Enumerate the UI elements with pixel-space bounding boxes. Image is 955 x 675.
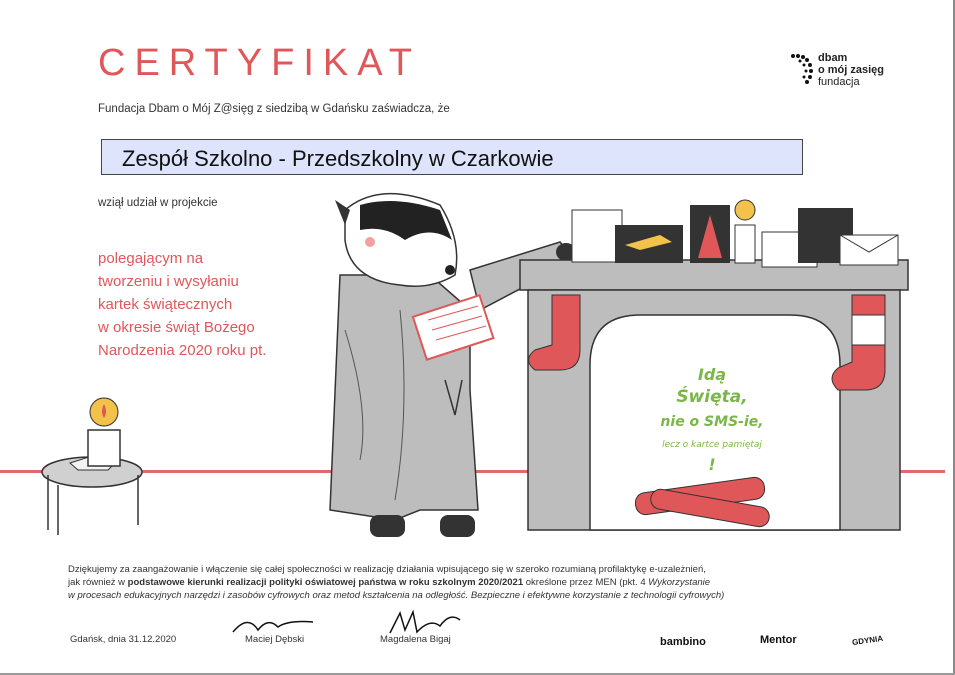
- logo-line3: fundacja: [818, 76, 860, 88]
- thanks-line2-italic: Wykorzystanie: [648, 577, 711, 588]
- thanks-line3: [68, 589, 868, 602]
- certificate-title: CERTYFIKAT: [98, 42, 421, 84]
- partner-logo-gdynia: [852, 634, 884, 647]
- signer2-name: Magdalena Bigaj: [380, 634, 451, 645]
- candle-table-illustration: [42, 398, 142, 535]
- description-line: w okresie świąt Bożego: [98, 319, 255, 336]
- slogan-line3: nie o SMS-ie,: [660, 414, 764, 430]
- partner-gdynia-label: GDYNIA: [851, 633, 884, 648]
- partner-logo-bambino: [660, 636, 706, 648]
- recipient-name-box: [101, 139, 803, 175]
- partner-mentor-label: Mentor: [760, 634, 797, 646]
- logo-mark-icon: [788, 52, 816, 88]
- logo-line1: dbam: [818, 52, 848, 64]
- recipient-name: Zespół Szkolno - Przedszkolny w Czarkowie: [122, 146, 554, 171]
- description-line: tworzeniu i wysyłaniu: [98, 273, 239, 290]
- thanks-line2: [68, 576, 868, 589]
- thanks-line2-suffix: określone przez MEN (pkt. 4: [523, 577, 649, 588]
- thanks-line2-prefix: jak również w: [68, 577, 128, 588]
- slogan-line5: !: [708, 455, 716, 474]
- partner-bambino-label: bambino: [660, 636, 706, 648]
- thanks-line2-bold: podstawowe kierunki realizacji polityki oświatowej państwa w roku szkolnym 2020/2021: [127, 577, 524, 588]
- slogan-line2: Święta,: [676, 387, 748, 407]
- partner-logo-mentor: [760, 634, 797, 646]
- logo-text: [818, 52, 884, 88]
- foundation-logo: [788, 52, 908, 92]
- intro-text: Fundacja Dbam o Mój Z@sięg z siedzibą w Gdańsku zaświadcza, że: [98, 103, 450, 115]
- description-line: kartek świątecznych: [98, 296, 233, 313]
- description-line: Narodzenia 2020 roku pt.: [98, 342, 267, 359]
- thanks-line1: Dziękujemy za zaangażowanie i włączenie się całej społeczności w realizację działania wpisującego się w szeroko rozumianą profilaktykę e-uzależnień,: [68, 564, 706, 575]
- description-line: polegającym na: [98, 250, 204, 267]
- logo-line2: o mój zasięg: [818, 64, 885, 76]
- thanks-line3-text: w procesach edukacyjnych narzędzi i zasobów cyfrowych oraz metod kształcenia na odległość. Bezpieczne i efektywne korzystanie z technologii cyfrowych): [68, 590, 725, 601]
- slogan-line1: Idą: [697, 365, 727, 384]
- christmas-illustration: [0, 180, 955, 560]
- slogan-line4: lecz o kartce pamiętaj: [662, 440, 762, 450]
- thanks-text: [68, 563, 868, 602]
- signer1-name: Maciej Dębski: [245, 634, 305, 645]
- took-part-text: wziął udział w projekcie: [98, 197, 218, 209]
- place-date: Gdańsk, dnia 31.12.2020: [70, 634, 177, 645]
